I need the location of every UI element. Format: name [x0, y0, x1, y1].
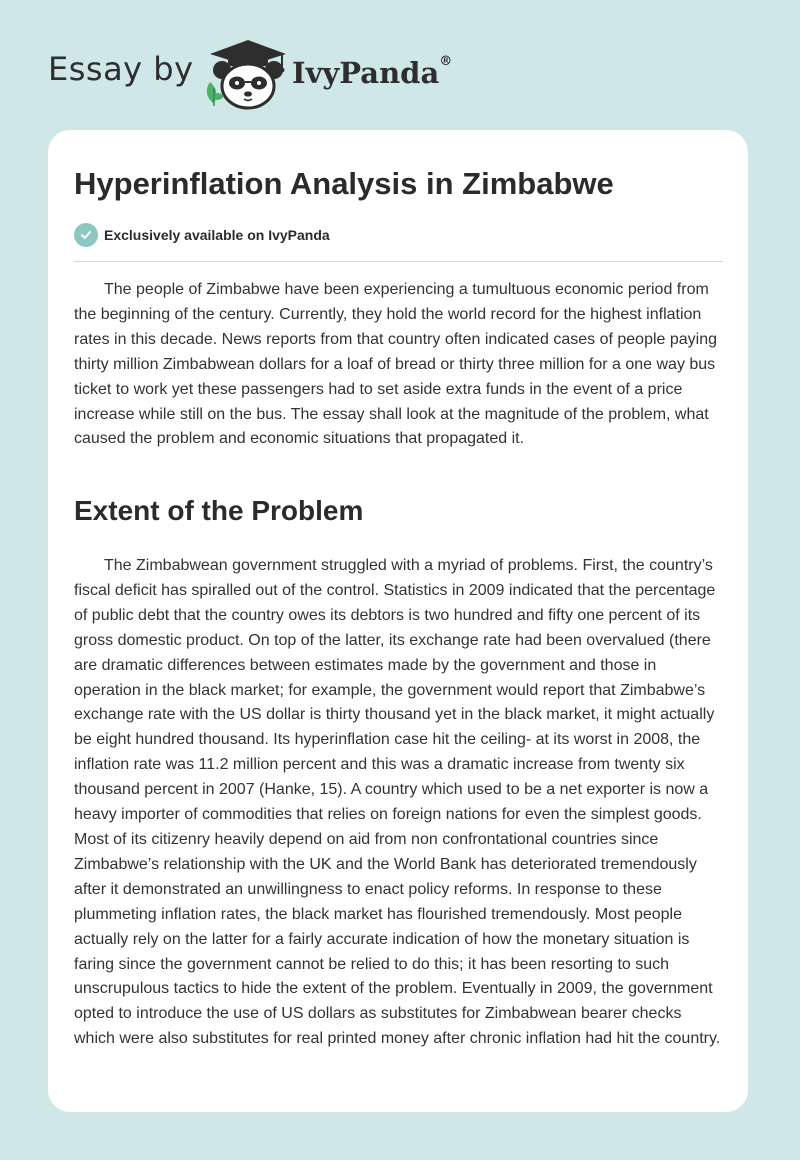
panda-graduate-icon — [200, 34, 290, 110]
brand-name[interactable] — [292, 56, 452, 90]
site-header — [0, 0, 800, 130]
divider — [74, 261, 723, 262]
essay-card — [48, 130, 748, 1112]
section-heading: Extent of the Problem — [74, 495, 364, 526]
registered-mark: ® — [439, 54, 453, 69]
exclusive-badge — [74, 222, 330, 248]
page-title: Hyperinflation Analysis in Zimbabwe — [74, 166, 614, 201]
brand-name-text: IvyPanda — [292, 56, 440, 90]
check-circle-icon — [74, 223, 98, 247]
intro-paragraph: The people of Zimbabwe have been experiencing a tumultuous economic period from the beginning of the century. Currently, they hold the world record for the highest inflation rates in this decade. News reports from that country often indicated cases of people paying thirty million Zimbabwean dollars for a loaf of bread or thirty three million for a one way bus ticket to work yet these passengers had to set aside extra funds in the event of a price increase while still on the bus. The essay shall look at the magnitude of the problem, what caused the problem and economic situations that propagated it. — [74, 281, 718, 448]
exclusive-label: Exclusively available on IvyPanda — [104, 227, 330, 243]
essay-by-label: Essay by — [48, 50, 194, 88]
body-paragraph: The Zimbabwean government struggled with a myriad of problems. First, the country’s fiscal deficit has spiralled out of the control. Statistics in 2009 indicated that the percentage of public debt that the country owes its debtors is two hundred and fifty one percent of its gross domestic product. On top of the latter, its exchange rate had been overvalued (there are dramatic differences between estimates made by the government and those in operation in the black market; for example, the government would report that Zimbabwe’s exchange rate with the US dollar is thirty thousand yet in the black market, it might actually be eight hundred thousand. Its hyperinflation case hit the ceiling- at its worst in 2008, the inflation rate was 11.2 million percent and this was a dramatic increase from twenty six thousand percent in 2007 (Hanke, 15). A country which used to be a net exporter is now a heavy importer of commodities that relies on foreign nations for even the simplest goods. Most of its citizenry heavily depend on aid from non confrontational countries since Zimbabwe’s relationship with the UK and the World Bank has deteriorated tremendously after it demonstrated an unwillingness to enact policy reforms. In response to these plummeting inflation rates, the black market has flourished tremendously. Most people actually rely on the latter for a fairly accurate indication of how the monetary situation is faring since the government cannot be relied to do this; it has been resorting to such unscrupulous tactics to hide the extent of the problem. Eventually in 2009, the government opted to introduce the use of US dollars as substitutes for Zimbabwean bearer checks which were also substitutes for real printed money after chronic inflation had hit the country. — [74, 557, 721, 1048]
